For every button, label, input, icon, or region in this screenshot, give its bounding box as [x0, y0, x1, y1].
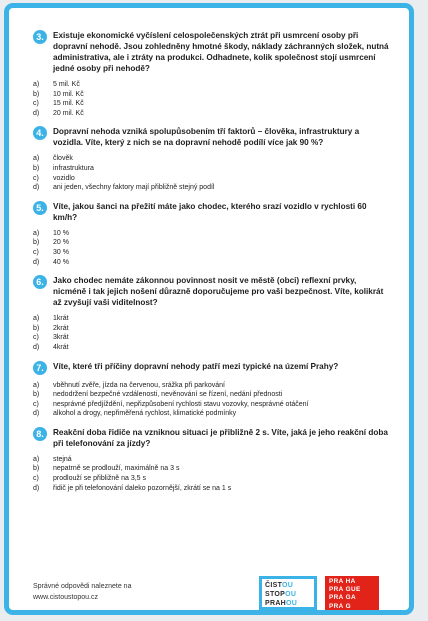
- option-letter: a): [33, 229, 40, 237]
- option-text: prodlouží se přibližně na 3,5 s: [53, 475, 146, 483]
- option-letter: c): [33, 248, 39, 256]
- answer-options: [33, 455, 391, 493]
- option-letter: b): [33, 324, 40, 332]
- question-text: Existuje ekonomické vyčíslení celospolečenských ztrát při usmrcení osoby při dopravní nehodě. Jsou zohledněny hmotné škody, náklady záchranných složek, nutná administrativa, ale i ztráty na produkci. Odhadnete, kolik společnost stojí usmrcení jedné osoby při nehodě?: [53, 31, 389, 73]
- question-block: [33, 361, 391, 419]
- question-block: [33, 126, 391, 192]
- option-letter: a): [33, 381, 40, 389]
- question-text: Dopravní nehoda vzniká spolupůsobením tří faktorů – člověka, infrastruktury a vozidla. Víte, který z nich se na dopravní nehodě podílí více jak 90 %?: [53, 127, 360, 148]
- answer-option[interactable]: [33, 409, 391, 419]
- option-text: nesprávné předjíždění, nepřizpůsobení rychlosti stavu vozovky, nesprávné otáčení: [53, 400, 309, 408]
- answer-options: [33, 314, 391, 352]
- question-text: Víte, jakou šanci na přežití máte jako chodec, kterého srazí vozidlo v rychlosti 60 km/h?: [53, 201, 367, 222]
- answer-option[interactable]: [33, 109, 391, 119]
- question-header: [33, 427, 391, 449]
- answer-option[interactable]: [33, 390, 391, 400]
- option-letter: a): [33, 155, 40, 163]
- option-text: člověk: [53, 155, 73, 163]
- question-block: [33, 427, 391, 493]
- quiz-card: [4, 3, 414, 615]
- answer-option[interactable]: [33, 238, 391, 248]
- logo-line: PRA GA: [329, 594, 357, 602]
- answer-option[interactable]: [33, 381, 391, 391]
- option-text: infrastruktura: [53, 164, 94, 172]
- option-letter: d): [33, 184, 40, 192]
- question-block: [33, 30, 391, 118]
- option-letter: d): [33, 410, 40, 418]
- option-text: 20 mil. Kč: [53, 109, 84, 117]
- answer-option[interactable]: [33, 90, 391, 100]
- option-text: 3krát: [53, 334, 69, 342]
- option-text: vběhnutí zvěře, jízda na červenou, srážka při parkování: [53, 381, 225, 389]
- footer-text: [33, 582, 131, 603]
- question-block: [33, 201, 391, 267]
- answer-option[interactable]: [33, 183, 391, 193]
- option-text: 10 mil. Kč: [53, 90, 84, 98]
- answer-option[interactable]: [33, 484, 391, 494]
- question-number-badge: 8.: [33, 427, 47, 441]
- option-letter: c): [33, 334, 39, 342]
- question-header: [33, 361, 391, 375]
- option-letter: a): [33, 81, 40, 88]
- answer-options: [33, 154, 391, 192]
- option-text: 10 %: [53, 229, 69, 237]
- option-letter: c): [33, 475, 39, 483]
- option-letter: b): [33, 465, 40, 473]
- answer-options: [33, 229, 391, 267]
- footer: [33, 576, 403, 615]
- question-number-badge: 3.: [33, 30, 47, 44]
- logo-line: PRA HA: [329, 578, 356, 585]
- option-letter: b): [33, 164, 40, 172]
- option-text: 2krát: [53, 324, 69, 332]
- option-letter: d): [33, 258, 40, 266]
- option-letter: c): [33, 400, 39, 408]
- answers-note: Správné odpovědi naleznete na: [33, 583, 132, 590]
- answer-option[interactable]: [33, 164, 391, 174]
- question-block: [33, 275, 391, 352]
- option-text: vozidlo: [53, 174, 75, 182]
- answer-option[interactable]: [33, 258, 391, 268]
- answer-option[interactable]: [33, 324, 391, 334]
- answer-option[interactable]: [33, 229, 391, 239]
- question-header: [33, 275, 391, 308]
- question-number-badge: 6.: [33, 275, 47, 289]
- option-letter: b): [33, 239, 40, 247]
- option-text: stejná: [53, 455, 72, 463]
- answer-option[interactable]: [33, 333, 391, 343]
- option-text: řidič je při telefonování daleko pozornější, zkrátí se na 1 s: [53, 484, 232, 492]
- cistou-stopou-prahou-logo: [259, 576, 317, 610]
- answers-url[interactable]: www.cistoustopou.cz: [33, 593, 98, 601]
- option-text: ani jeden, všechny faktory mají přibližně stejný podíl: [53, 184, 215, 192]
- option-letter: b): [33, 391, 40, 399]
- answer-option[interactable]: [33, 80, 391, 90]
- option-letter: c): [33, 100, 39, 108]
- answer-options: [33, 381, 391, 419]
- answer-options: [33, 80, 391, 118]
- option-letter: d): [33, 109, 40, 117]
- praha-logo: [325, 576, 379, 612]
- answer-option[interactable]: [33, 455, 391, 465]
- question-header: [33, 201, 391, 223]
- answer-option[interactable]: [33, 400, 391, 410]
- option-text: 30 %: [53, 248, 69, 256]
- logo-line: PRA G: [329, 602, 352, 610]
- logo-line: PRA GUE: [329, 586, 361, 594]
- option-text: nepatrně se prodlouží, maximálně na 3 s: [53, 465, 180, 473]
- option-letter: b): [33, 90, 40, 98]
- quiz-list: [33, 30, 391, 501]
- answer-option[interactable]: [33, 464, 391, 474]
- option-text: nedodržení bezpečné vzdálenosti, nevěnování se řízení, nedání přednosti: [53, 391, 283, 399]
- logo-line: PRAHOU: [265, 600, 298, 607]
- answer-option[interactable]: [33, 154, 391, 164]
- answer-option[interactable]: [33, 174, 391, 184]
- question-text: Víte, které tři příčiny dopravní nehody patří mezi typické na území Prahy?: [53, 361, 339, 371]
- option-text: alkohol a drogy, nepřiměřená rychlost, klimatické podmínky: [53, 410, 237, 418]
- option-letter: d): [33, 343, 40, 351]
- question-text: Jako chodec nemáte zákonnou povinnost nosit ve městě (obci) reflexní prvky, nicméně i tak jejich nošení důrazně doporučujeme pro vaši bezpečnost. Víte, kolikrát až zvyšují vaši viditelnost?: [53, 276, 384, 308]
- answer-option[interactable]: [33, 314, 391, 324]
- logo-line: ČISTOU: [265, 582, 294, 589]
- option-text: 40 %: [53, 258, 69, 266]
- question-header: [33, 30, 391, 74]
- question-number-badge: 5.: [33, 201, 47, 215]
- answer-option[interactable]: [33, 99, 391, 109]
- option-letter: a): [33, 315, 40, 323]
- option-letter: c): [33, 174, 39, 182]
- option-text: 15 mil. Kč: [53, 100, 84, 108]
- question-header: [33, 126, 391, 148]
- option-text: 1krát: [53, 315, 69, 323]
- option-letter: d): [33, 484, 40, 492]
- question-number-badge: 7.: [33, 361, 47, 375]
- logo-line: STOPOU: [265, 591, 297, 598]
- question-text: Reakční doba řidiče na vzniknou situaci je přibližně 2 s. Víte, jaká je jeho reakční doba při telefonování za jízdy?: [53, 427, 388, 448]
- option-text: 4krát: [53, 343, 69, 351]
- option-text: 20 %: [53, 239, 69, 247]
- option-letter: a): [33, 455, 40, 463]
- option-text: 5 mil. Kč: [53, 81, 80, 88]
- question-number-badge: 4.: [33, 126, 47, 140]
- answer-option[interactable]: [33, 474, 391, 484]
- answer-option[interactable]: [33, 343, 391, 353]
- answer-option[interactable]: [33, 248, 391, 258]
